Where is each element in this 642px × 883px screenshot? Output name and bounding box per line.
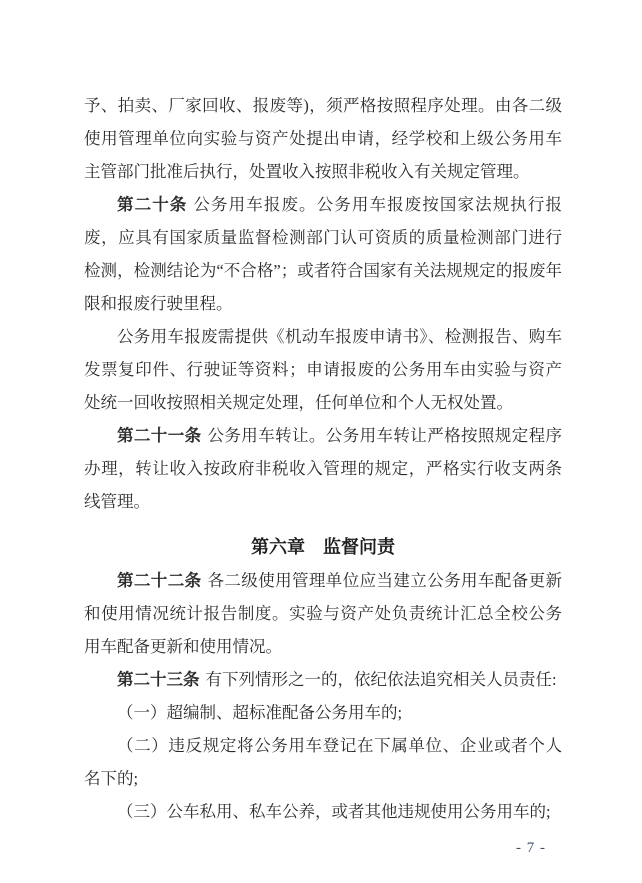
article-number: 第二十二条	[117, 571, 202, 590]
article-number: 第二十条	[117, 195, 188, 214]
paragraph-text: （二）违反规定将公务用车登记在下属单位、企业或者个人名下的;	[84, 736, 562, 788]
article-number: 第二十三条	[117, 670, 200, 689]
paragraph-text: （一）超编制、超标准配备公务用车的;	[117, 703, 403, 722]
paragraph	[84, 188, 562, 320]
document-body	[84, 89, 562, 828]
paragraph	[84, 663, 562, 696]
chapter-heading: 第六章 监督问责	[251, 537, 395, 557]
paragraph	[84, 795, 562, 828]
paragraph	[84, 564, 562, 663]
paragraph-text: 公务用车转让。公务用车转让严格按照规定程序办理，转让收入按政府非税收入管理的规定，严格实行收支两条线管理。	[84, 426, 563, 511]
paragraph	[84, 89, 562, 188]
paragraph-text: 各二级使用管理单位应当建立公务用车配备更新和使用情况统计报告制度。实验与资产处负责统计汇总全校公务用车配备更新和使用情况。	[84, 571, 563, 656]
paragraph-text: 有下列情形之一的，依纪依法追究相关人员责任:	[205, 670, 557, 689]
paragraph	[84, 729, 562, 795]
article-number: 第二十一条	[117, 426, 202, 445]
paragraph-text: （三）公车私用、私车公养，或者其他违规使用公务用车的;	[117, 802, 551, 821]
paragraph-text: 予、拍卖、厂家回收、报废等)，须严格按照程序处理。由各二级使用管理单位向实验与资产处提出申请，经学校和上级公务用车主管部门批准后执行，处置收入按照非税收入有关规定管理。	[84, 96, 562, 181]
paragraph	[84, 419, 562, 518]
paragraph	[84, 696, 562, 729]
paragraph	[84, 320, 562, 419]
paragraph-text: 公务用车报废。公务用车报废按国家法规执行报废，应具有国家质量监督检测部门认可资质的质量检测部门进行检测，检测结论为“不合格”；或者符合国家有关法规规定的报废年限和报废行驶里程。	[84, 195, 563, 313]
page-number: - 7 -	[516, 840, 546, 856]
paragraph-text: 公务用车报废需提供《机动车报废申请书》、检测报告、购车发票复印件、行驶证等资料；申请报废的公务用车由实验与资产处统一回收按照相关规定处理，任何单位和个人无权处置。	[84, 327, 562, 412]
